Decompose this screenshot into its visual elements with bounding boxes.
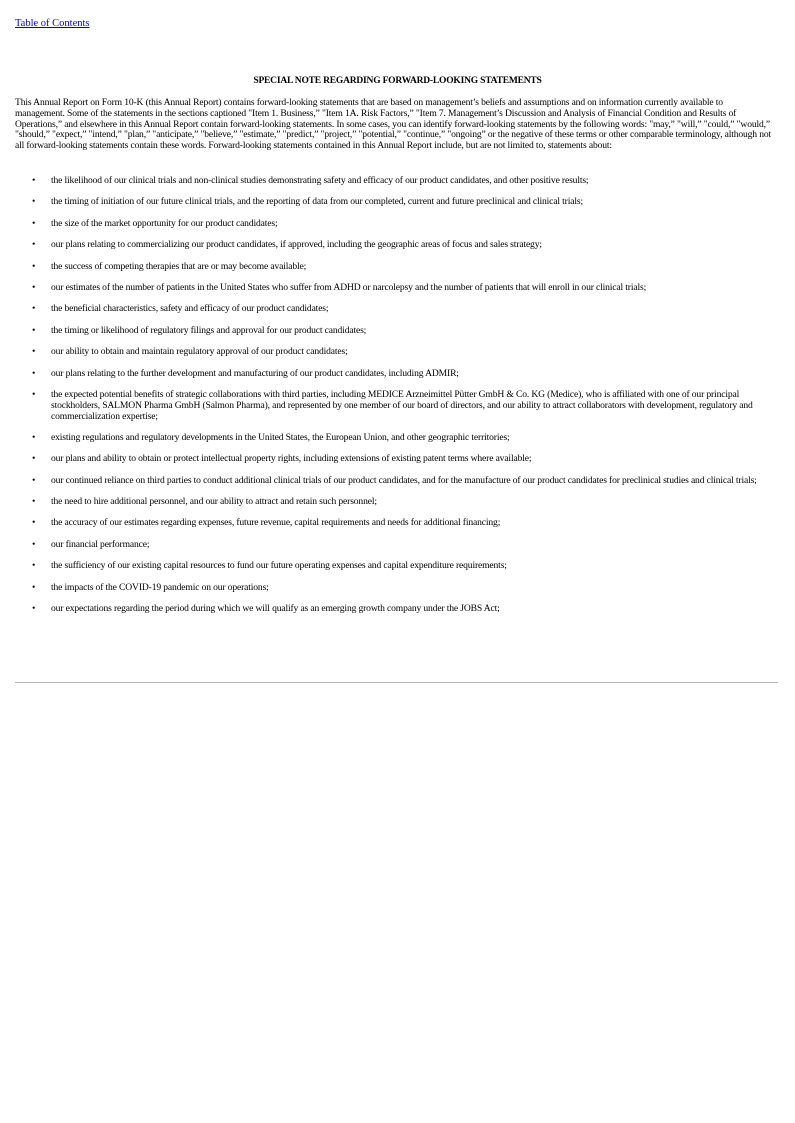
- list-item: [0, 454, 795, 465]
- bullet-icon: •: [32, 217, 36, 229]
- list-item-text: the beneficial characteristics, safety and efficacy of our product candidates;: [51, 303, 329, 315]
- bullet-icon: •: [32, 581, 36, 593]
- bullet-icon: •: [32, 496, 36, 508]
- list-item: [0, 518, 795, 529]
- list-item: [0, 219, 795, 230]
- bullet-icon: •: [32, 281, 36, 293]
- list-item-text: the success of competing therapies that are or may become available;: [51, 260, 307, 272]
- list-item-text: the timing of initiation of our future clinical trials, and the reporting of data from our completed, current and future preclinical and clinical trials;: [51, 196, 583, 208]
- table-of-contents-link[interactable]: Table of Contents: [15, 18, 90, 29]
- list-item-text: our continued reliance on third parties to conduct additional clinical trials of our product candidates, and for the manufacture of our product candidates for preclinical studies and clinical trials;: [51, 474, 757, 486]
- section-heading: SPECIAL NOTE REGARDING FORWARD-LOOKING STATEMENTS: [253, 76, 542, 86]
- list-item: [0, 369, 795, 380]
- list-item-text: our ability to obtain and maintain regulatory approval of our product candidates;: [51, 346, 348, 358]
- list-item: [0, 304, 795, 315]
- list-item: [0, 347, 795, 358]
- list-item-text: our plans and ability to obtain or protect intellectual property rights, including extensions of existing patent terms where available;: [51, 453, 532, 465]
- list-item-text: our plans relating to commercializing our product candidates, if approved, including the geographic areas of focus and sales strategy;: [51, 239, 542, 251]
- list-item-text: our financial performance;: [51, 538, 150, 550]
- bullet-icon: •: [32, 367, 36, 379]
- list-item-text: the need to hire additional personnel, and our ability to attract and retain such personnel;: [51, 496, 377, 508]
- bullet-icon: •: [32, 474, 36, 486]
- forward-looking-statements-list: [0, 176, 795, 625]
- list-item: [0, 240, 795, 251]
- list-item-text: the likelihood of our clinical trials and non-clinical studies demonstrating safety and efficacy of our product candidates, and other positive results;: [51, 175, 589, 186]
- list-item: [0, 197, 795, 208]
- page-divider: [15, 682, 778, 683]
- bullet-icon: •: [32, 453, 36, 465]
- list-item: [0, 176, 795, 187]
- bullet-icon: •: [32, 431, 36, 443]
- list-item-text: our plans relating to the further development and manufacturing of our product candidates, including ADMIR;: [51, 367, 459, 379]
- list-item: [0, 433, 795, 444]
- bullet-icon: •: [32, 324, 36, 336]
- bullet-icon: •: [32, 517, 36, 529]
- list-item-text: our expectations regarding the period during which we will qualify as an emerging growth company under the JOBS Act;: [51, 603, 500, 615]
- list-item-text: the impacts of the COVID-19 pandemic on our operations;: [51, 581, 269, 593]
- intro-paragraph: This Annual Report on Form 10-K (this Annual Report) contains forward-looking statements that are based on management’s beliefs and assumptions and on information currently available to management. Some of the statements in the sections captioned "Item 1. Business,” "Item 1A. Risk Factors,” "Item 7. Management’s Discussion and Analysis of Financial Condition and Results of Operations,” and elsewhere in this Annual Report contain forward-looking statements. In some cases, you can identify forward-looking statements by the following words: "may,” "will,” "could,” "would,” "should,” "expect,” "intend,” "plan,” "anticipate,” "believe,” "estimate,” "predict,” "project,” "potential,” "continue,” "ongoing” or the negative of these terms or other comparable terminology, although not all forward-looking statements contain these words. Forward-looking statements contained in this Annual Report include, but are not limited to, statements about:: [15, 97, 772, 152]
- bullet-icon: •: [32, 560, 36, 572]
- list-item: [0, 476, 795, 487]
- list-item: [0, 326, 795, 337]
- bullet-icon: •: [32, 303, 36, 315]
- list-item: [0, 583, 795, 594]
- list-item: [0, 262, 795, 273]
- bullet-icon: •: [32, 260, 36, 272]
- list-item: [0, 283, 795, 294]
- list-item: [0, 390, 795, 422]
- list-item-text: our estimates of the number of patients in the United States who suffer from ADHD or narcolepsy and the number of patients that will enroll in our clinical trials;: [51, 281, 647, 293]
- list-item-text: the timing or likelihood of regulatory filings and approval for our product candidates;: [51, 324, 367, 336]
- bullet-icon: •: [32, 388, 36, 400]
- list-item-text: the accuracy of our estimates regarding expenses, future revenue, capital requirements and needs for additional financing;: [51, 517, 501, 529]
- list-item: [0, 540, 795, 551]
- bullet-icon: •: [32, 239, 36, 251]
- list-item-text: existing regulations and regulatory developments in the United States, the European Union, and other geographic territories;: [51, 431, 510, 443]
- list-item-text: the size of the market opportunity for our product candidates;: [51, 217, 278, 229]
- bullet-icon: •: [32, 603, 36, 615]
- bullet-icon: •: [32, 346, 36, 358]
- list-item-text: the sufficiency of our existing capital resources to fund our future operating expenses and capital expenditure requirements;: [51, 560, 507, 572]
- bullet-icon: •: [32, 538, 36, 550]
- list-item-text: the expected potential benefits of strategic collaborations with third parties, including MEDICE Arzneimittel Pütter GmbH & Co. KG (Medice), who is affiliated with one of our principal stockholders, SALMON Pharma GmbH (Salmon Pharma), and represented by one member of our board of directors, and our ability to attract collaborators with development, regulatory and commercialization expertise;: [51, 388, 753, 422]
- bullet-icon: •: [32, 196, 36, 208]
- list-item: [0, 561, 795, 572]
- list-item: [0, 497, 795, 508]
- bullet-icon: •: [32, 175, 36, 186]
- list-item: [0, 604, 795, 615]
